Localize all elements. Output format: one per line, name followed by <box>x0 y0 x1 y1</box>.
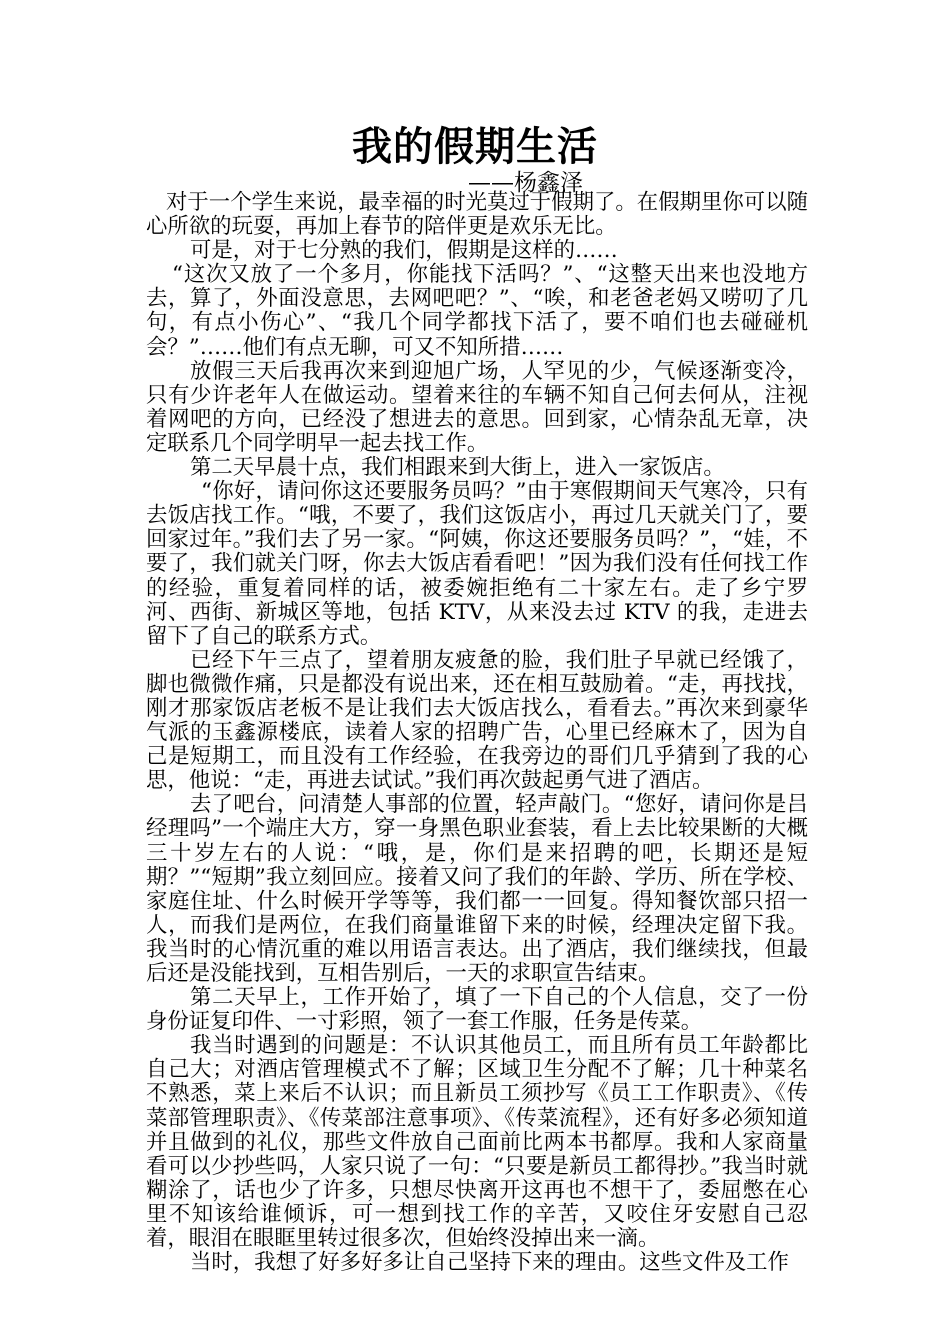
document-author: ——杨鑫泽 <box>468 170 583 196</box>
paragraph-5: 第二天早晨十点，我们相跟来到大街上，进入一家饭店。 <box>190 455 725 481</box>
paragraph-3: “这次又放了一个多月，你能找下活吗？”、“这整天出来也没地方去，算了，外面没意思，去网吧吧？”、“唉，和老爸老妈又唠叨了几句，有点小伤心”、“我几个同学都找下活了，要不咱们也去碰碰机会？”……他们有点无聊，可又不知所措…… <box>146 262 808 360</box>
paragraph-8: 去了吧台，问清楚人事部的位置，轻声敲门。“您好，请问你是吕经理吗”一个端庄大方，穿一身黑色职业套装，看上去比较果断的大概三十岁左右的人说：“哦，是，你们是来招聘的吧，长期还是短期？”“短期”我立刻回应。接着又问了我们的年龄、学历、所在学校、家庭住址、什么时候开学等等，我们都一一回复。得知餐饮部只招一人，而我们是两位，在我们商量谁留下来的时候，经理决定留下我。我当时的心情沉重的难以用语言表达。出了酒店，我们继续找，但最后还是没能找到，互相告别后，一天的求职宣告结束。 <box>146 792 808 986</box>
paragraph-1: 对于一个学生来说，最幸福的时光莫过于假期了。在假期里你可以随心所欲的玩耍，再加上春节的陪伴更是欢乐无比。 <box>146 190 808 240</box>
paragraph-9: 第二天早上，工作开始了，填了一下自己的个人信息，交了一份身份证复印件、一寸彩照，领了一套工作服，任务是传菜。 <box>146 985 808 1035</box>
paragraph-6: “你好，请问你这还要服务员吗？”由于寒假期间天气寒冷，只有去饭店找工作。“哦，不要了，我们这饭店小，再过几天就关门了，要回家过年。”我们去了另一家。“阿姨，你这还要服务员吗？”，“娃，不要了，我们就关门呀，你去大饭店看看吧！”因为我们没有任何找工作的经验，重复着同样的话，被委婉拒绝有二十家左右。走了乡宁罗河、西街、新城区等地，包括 KTV，从来没去过 KTV 的我，走进去留下了自己的联系方式。 <box>146 479 808 649</box>
paragraph-10: 我当时遇到的问题是：不认识其他员工，而且所有员工年龄都比自己大；对酒店管理模式不了解；区域卫生分配不了解；几十种菜名不熟悉，菜上来后不认识；而且新员工须抄写《员工工作职责》、《传菜部管理职责》、《传菜部注意事项》、《传菜流程》，还有好多必须知道并且做到的礼仪，那些文件放自己面前比两本书都厚。我和人家商量看可以少抄些吗，人家只说了一句：“只要是新员工都得抄。”我当时就糊涂了，话也少了许多，只想尽快离开这再也不想干了，委屈憋在心里不知该给谁倾诉，可一想到找工作的辛苦，又咬住牙安慰自己忍着，眼泪在眼眶里转过很多次，但始终没掉出来一滴。 <box>146 1033 808 1252</box>
paragraph-7: 已经下午三点了，望着朋友疲惫的脸，我们肚子早就已经饿了，脚也微微作痛，只是都没有说出来，还在相互鼓励着。“走，再找找，刚才那家饭店老板不是让我们去大饭店找么，看看去。”再次来到豪华气派的玉鑫源楼底，读着人家的招聘广告，心里已经麻木了，因为自己是短期工，而且没有工作经验，在我旁边的哥们几乎猜到了我的心思，他说：“走，再进去试试。”我们再次鼓起勇气进了酒店。 <box>146 647 808 794</box>
document-title: 我的假期生活 <box>352 123 598 170</box>
paragraph-11: 当时，我想了好多好多让自己坚持下来的理由。这些文件及工作 <box>190 1250 789 1276</box>
paragraph-2: 可是，对于七分熟的我们，假期是这样的…… <box>190 238 618 264</box>
paragraph-4: 放假三天后我再次来到迎旭广场，人罕见的少，气候逐渐变冷，只有少许老年人在做运动。望着来往的车辆不知自己何去何从，注视着网吧的方向，已经没了想进去的意思。回到家，心情杂乱无章，决定联系几个同学明早一起去找工作。 <box>146 358 808 456</box>
document-body <box>146 191 808 1275</box>
